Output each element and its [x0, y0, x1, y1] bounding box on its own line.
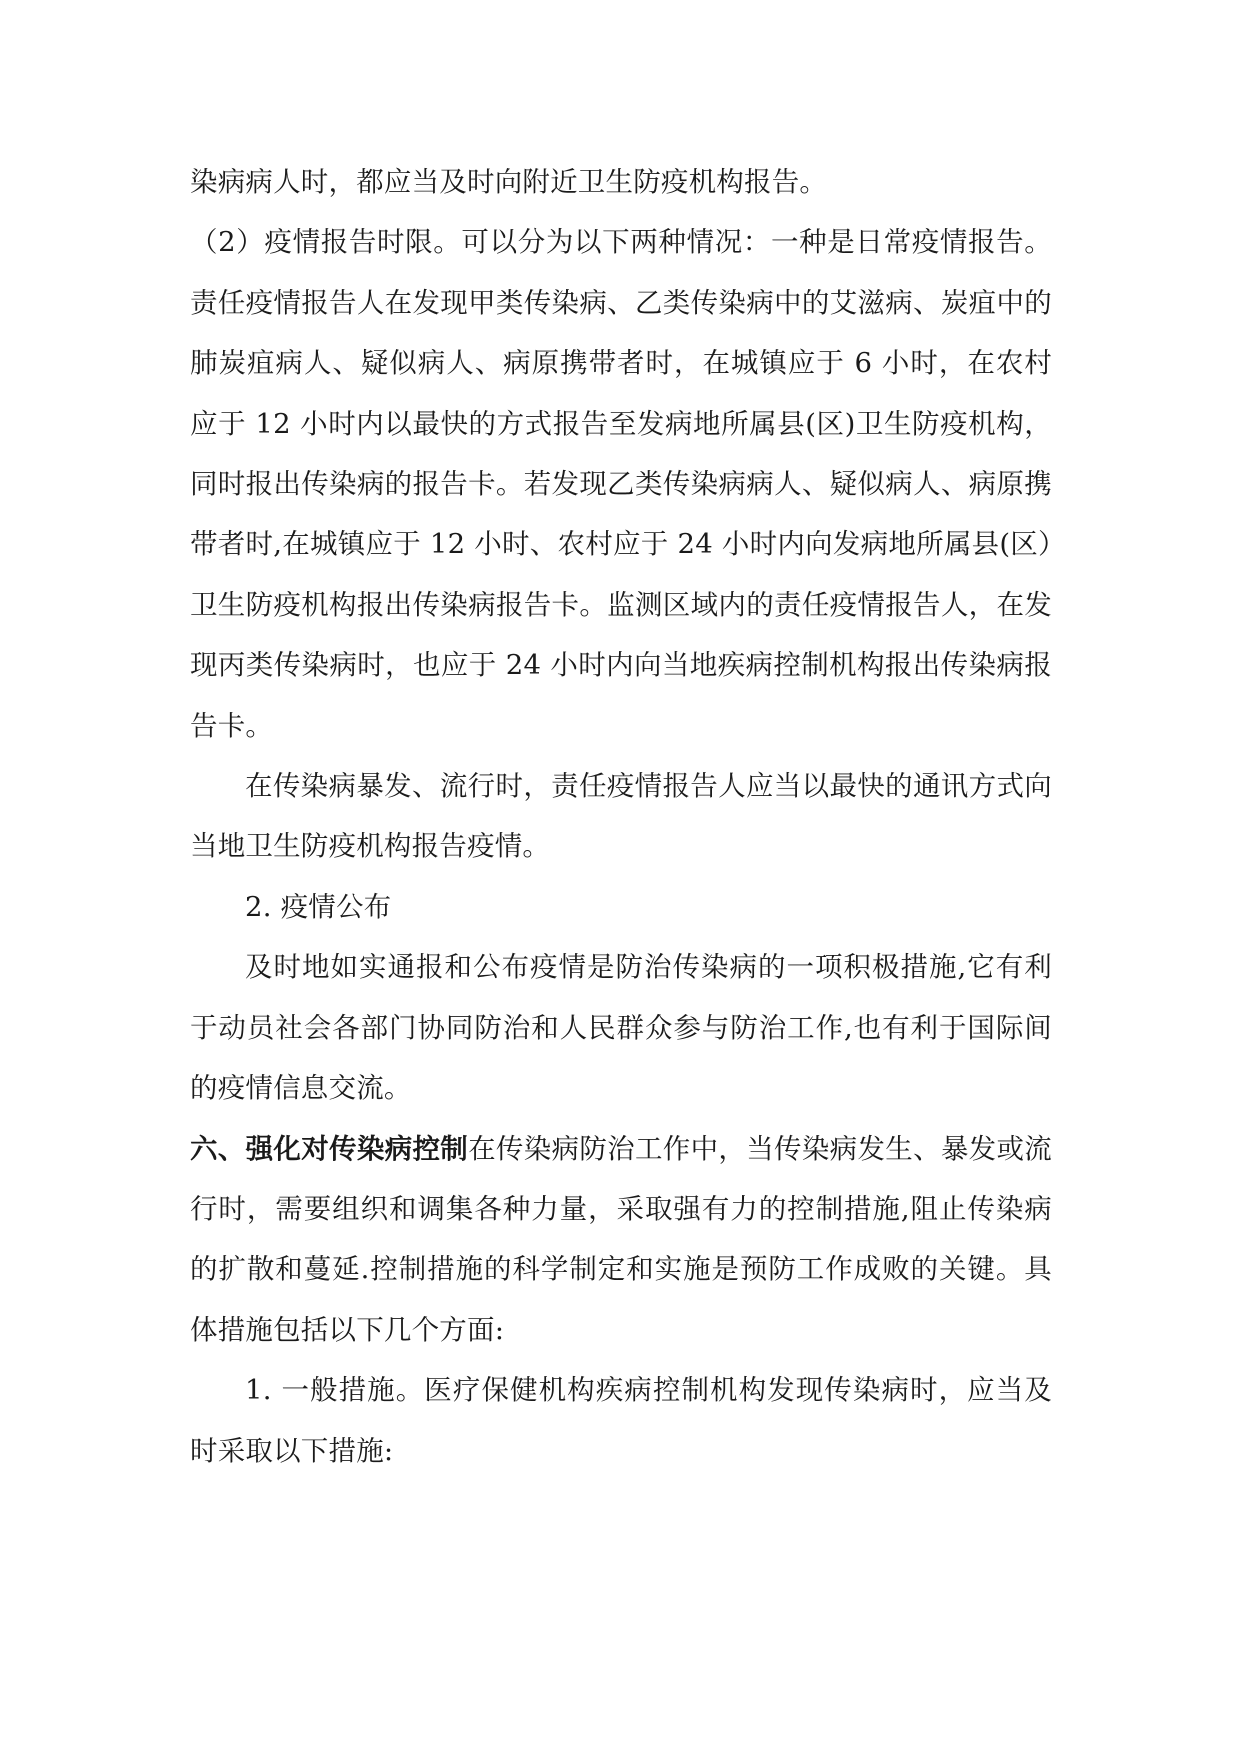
- subheading-epidemic-announcement: 2. 疫情公布: [245, 890, 392, 923]
- paragraph-report-time-limit: （2）疫情报告时限。可以分为以下两种情况：一种是日常疫情报告。责任疫情报告人在发现甲类传染病、乙类传染病中的艾滋病、炭疽中的肺炭疽病人、疑似病人、病原携带者时，在城镇应于 6 小时，在农村应于 12 小时内以最快的方式报告至发病地所属县(区)卫生防疫机构，同时报出传染病的报告卡。若发现乙类传染病病人、疑似病人、病原携带者时,在城镇应于 12 小时、农村应于 24 小时内向发病地所属县(区）卫生防疫机构报出传染病报告卡。监测区域内的责任疫情报告人，在发现丙类传染病时，也应于 24 小时内向当地疾病控制机构报出传染病报告卡。: [190, 226, 1052, 742]
- paragraph-epidemic-announcement: 及时地如实通报和公布疫情是防治传染病的一项积极措施,它有利于动员社会各部门协同防治和人民群众参与防治工作,也有利于国际间的疫情信息交流。: [190, 951, 1052, 1105]
- section-six-body: 在传染病防治工作中，当传染病发生、暴发或流行时，需要组织和调集各种力量，采取强有力的控制措施,阻止传染病的扩散和蔓延.控制措施的科学制定和实施是预防工作成败的关键。具体措施包括以下几个方面:: [190, 1132, 1053, 1346]
- paragraph-continuation: 染病病人时，都应当及时向附近卫生防疫机构报告。: [190, 166, 828, 198]
- paragraph-general-measures: 1. 一般措施。医疗保健机构疾病控制机构发现传染病时，应当及时采取以下措施:: [190, 1374, 1052, 1467]
- body-text: [190, 152, 1052, 1481]
- paragraph-outbreak-report: 在传染病暴发、流行时，责任疫情报告人应当以最快的通讯方式向当地卫生防疫机构报告疫情。: [190, 770, 1052, 863]
- paragraph-section-six: [190, 1119, 1052, 1361]
- section-six-heading: 六、强化对传染病控制: [190, 1132, 469, 1165]
